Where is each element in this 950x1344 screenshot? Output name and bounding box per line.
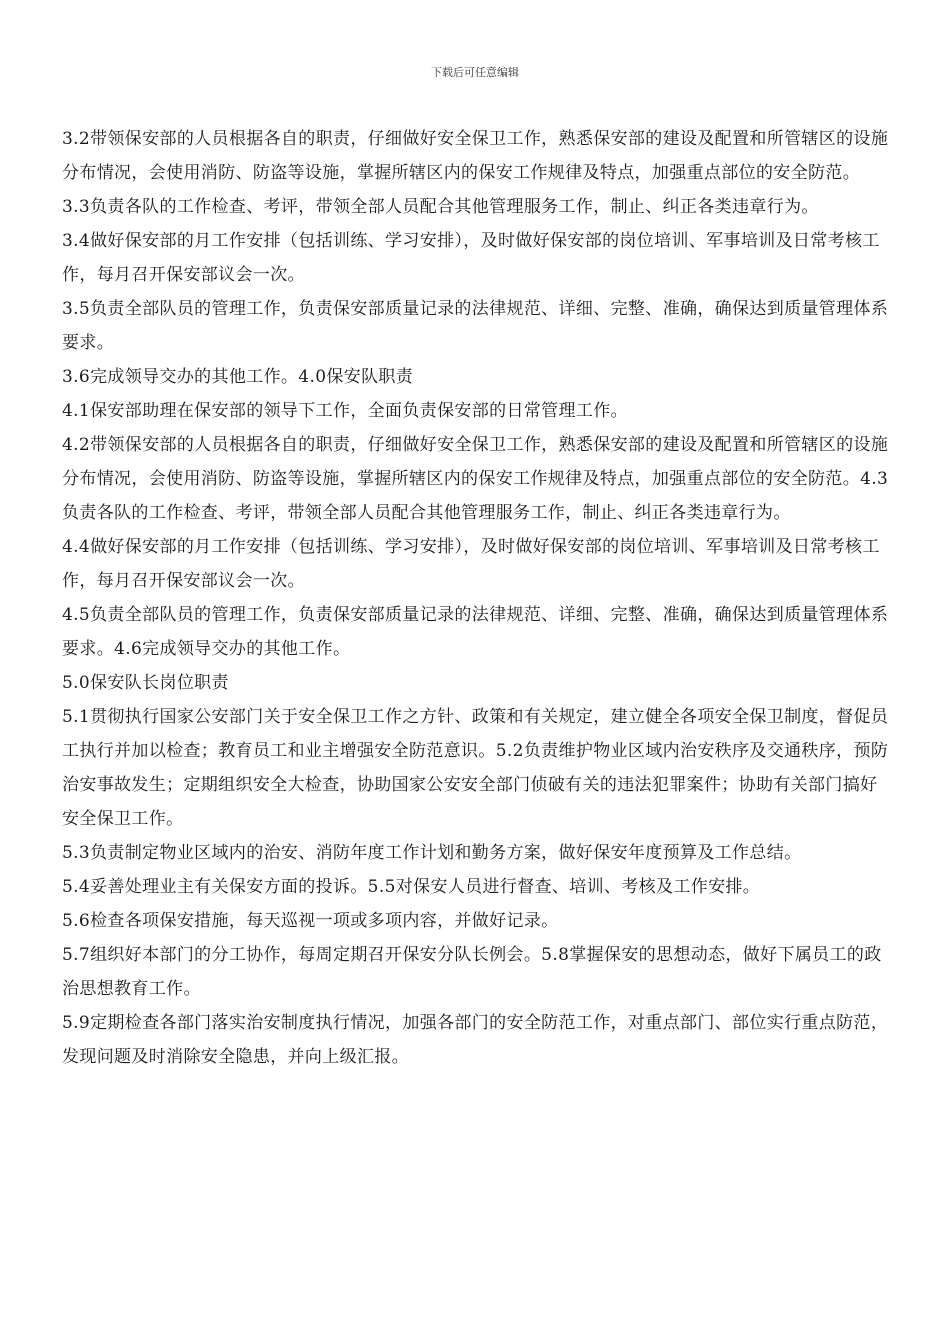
paragraph-4-5: 4.5负责全部队员的管理工作，负责保安部质量记录的法律规范、详细、完整、准确，确保达到质量管理体系要求。4.6完成领导交办的其他工作。 xyxy=(62,605,889,659)
paragraph-5-7: 5.7组织好本部门的分工协作，每周定期召开保安分队长例会。5.8掌握保安的思想动态，做好下属员工的政治思想教育工作。 xyxy=(62,945,882,999)
paragraph-5-6: 5.6检查各项保安措施，每天巡视一项或多项内容，并做好记录。 xyxy=(62,911,559,931)
paragraph-5-1: 5.1贯彻执行国家公安部门关于安全保卫工作之方针、政策和有关规定，建立健全各项安全保卫制度，督促员工执行并加以检查；教育员工和业主增强安全防范意识。5.2负责维护物业区域内治安秩序及交通秩序，预防治安事故发生；定期组织安全大检查，协助国家公安安全部门侦破有关的违法犯罪案件；协助有关部门搞好安全保卫工作。 xyxy=(62,707,889,829)
paragraph-4-4: 4.4做好保安部的月工作安排（包括训练、学习安排），及时做好保安部的岗位培训、军事培训及日常考核工作，每月召开保安部议会一次。 xyxy=(62,537,880,591)
section-heading-5-0: 5.0保安队长岗位职责 xyxy=(62,673,229,693)
document-body xyxy=(62,122,892,1074)
paragraph-3-6: 3.6完成领导交办的其他工作。4.0保安队职责 xyxy=(62,367,414,387)
paragraph-3-4: 3.4做好保安部的月工作安排（包括训练、学习安排），及时做好保安部的岗位培训、军事培训及日常考核工作，每月召开保安部议会一次。 xyxy=(62,231,880,285)
paragraph-5-9: 5.9定期检查各部门落实治安制度执行情况，加强各部门的安全防范工作，对重点部门、部位实行重点防范，发现问题及时消除安全隐患，并向上级汇报。 xyxy=(62,1013,889,1067)
paragraph-3-3: 3.3负责各队的工作检查、考评，带领全部人员配合其他管理服务工作，制止、纠正各类违章行为。 xyxy=(62,197,819,217)
paragraph-5-4: 5.4妥善处理业主有关保安方面的投诉。5.5对保安人员进行督查、培训、考核及工作安排。 xyxy=(62,877,761,897)
paragraph-4-2: 4.2带领保安部的人员根据各自的职责，仔细做好安全保卫工作，熟悉保安部的建设及配置和所管辖区的设施分布情况，会使用消防、防盗等设施，掌握所辖区内的保安工作规律及特点，加强重点部位的安全防范。4.3负责各队的工作检查、考评，带领全部人员配合其他管理服务工作，制止、纠正各类违章行为。 xyxy=(62,435,889,523)
paragraph-3-5: 3.5负责全部队员的管理工作，负责保安部质量记录的法律规范、详细、完整、准确，确保达到质量管理体系要求。 xyxy=(62,299,889,353)
paragraph-4-1: 4.1保安部助理在保安部的领导下工作，全面负责保安部的日常管理工作。 xyxy=(62,401,628,421)
paragraph-5-3: 5.3负责制定物业区域内的治安、消防年度工作计划和勤务方案，做好保安年度预算及工作总结。 xyxy=(62,843,802,863)
paragraph-3-2: 3.2带领保安部的人员根据各自的职责，仔细做好安全保卫工作，熟悉保安部的建设及配置和所管辖区的设施分布情况，会使用消防、防盗等设施，掌握所辖区内的保安工作规律及特点，加强重点部位的安全防范。 xyxy=(62,129,889,183)
page-header: 下载后可任意编辑 xyxy=(431,66,519,79)
